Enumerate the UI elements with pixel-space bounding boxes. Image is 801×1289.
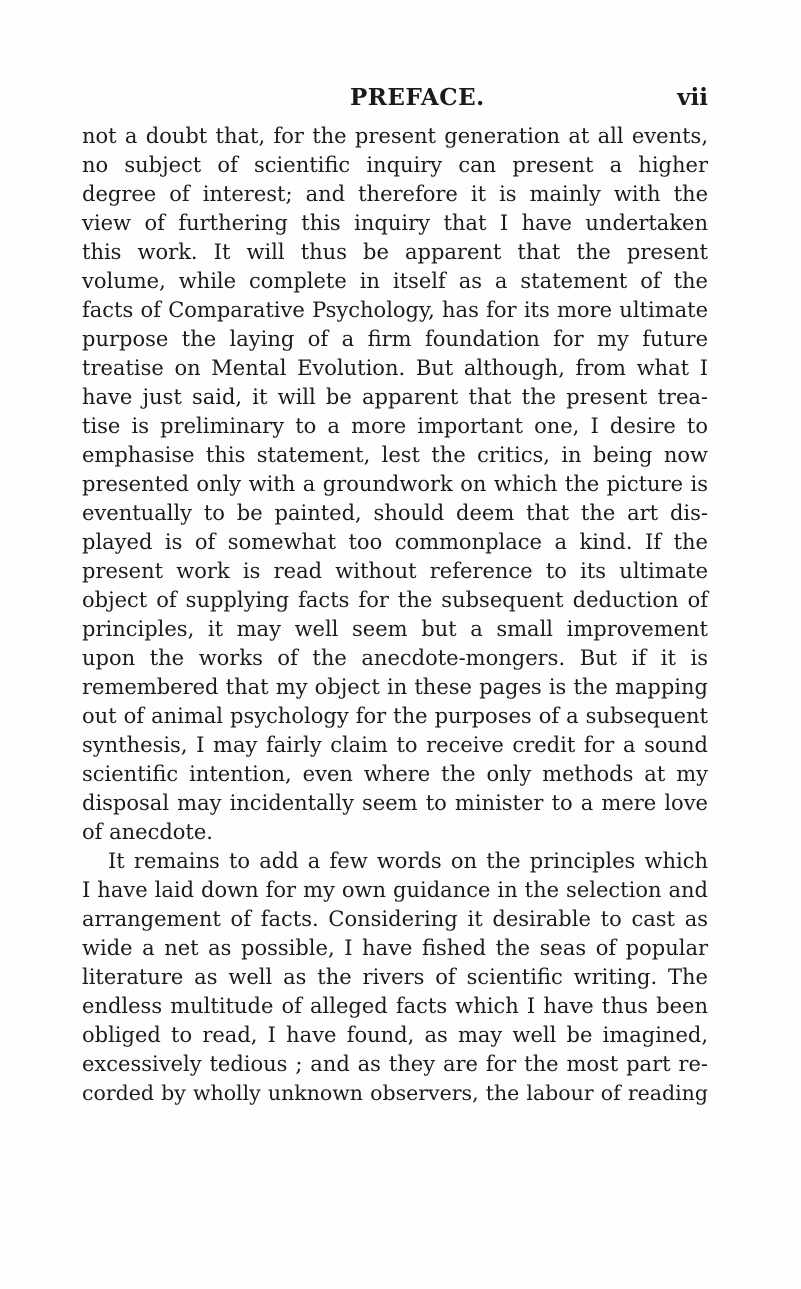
text-line: I have laid down for my own guidance in the selection and [82, 878, 708, 902]
text-line: scientific intention, even where the only methods at my [82, 762, 708, 786]
text-line: endless multitude of alleged facts which I have thus been [82, 994, 708, 1018]
text-line: synthesis, I may fairly claim to receive credit for a sound [82, 733, 708, 757]
text-line: object of supplying facts for the subsequent deduction of [82, 588, 708, 612]
text-line: emphasise this statement, lest the critics, in being now [82, 443, 708, 467]
running-title: PREFACE. [350, 84, 485, 111]
text-line: arrangement of facts. Considering it desirable to cast as [82, 907, 708, 931]
page-header [82, 84, 708, 120]
text-line: of anecdote. [82, 820, 213, 844]
text-line: facts of Comparative Psychology, has for its more ultimate [82, 298, 708, 322]
text-line: disposal may incidentally seem to minister to a mere love [82, 791, 708, 815]
text-line: played is of somewhat too commonplace a kind. If the [82, 530, 708, 554]
page-number: vii [677, 84, 708, 111]
text-line: no subject of scientific inquiry can present a higher [82, 153, 708, 177]
text-line: view of furthering this inquiry that I have undertaken [82, 211, 708, 235]
text-line: presented only with a groundwork on which the picture is [82, 472, 708, 496]
text-line: present work is read without reference to its ultimate [82, 559, 708, 583]
text-line: this work. It will thus be apparent that the present [82, 240, 708, 264]
text-line: have just said, it will be apparent that the present trea- [82, 385, 708, 409]
text-line: degree of interest; and therefore it is mainly with the [82, 182, 708, 206]
text-line: obliged to read, I have found, as may well be imagined, [82, 1023, 708, 1047]
text-line: out of animal psychology for the purposes of a subsequent [82, 704, 708, 728]
text-line: treatise on Mental Evolution. But although, from what I [82, 356, 708, 380]
text-line: eventually to be painted, should deem that the art dis- [82, 501, 708, 525]
text-line: not a doubt that, for the present generation at all events, [82, 124, 708, 148]
text-line: principles, it may well seem but a small improvement [82, 617, 708, 641]
text-line: upon the works of the anecdote-mongers. But if it is [82, 646, 708, 670]
text-line: wide a net as possible, I have fished the seas of popular [82, 936, 708, 960]
preface-body-text [82, 122, 708, 1108]
text-line: purpose the laying of a firm foundation for my future [82, 327, 708, 351]
text-line: literature as well as the rivers of scientific writing. The [82, 965, 708, 989]
text-line: excessively tedious ; and as they are for the most part re- [82, 1052, 708, 1076]
text-line: volume, while complete in itself as a statement of the [82, 269, 708, 293]
paragraph-first-line: It remains to add a few words on the principles which [108, 849, 708, 873]
text-line: corded by wholly unknown observers, the labour of reading [82, 1081, 708, 1105]
text-line: tise is preliminary to a more important one, I desire to [82, 414, 708, 438]
text-line: remembered that my object in these pages is the mapping [82, 675, 708, 699]
